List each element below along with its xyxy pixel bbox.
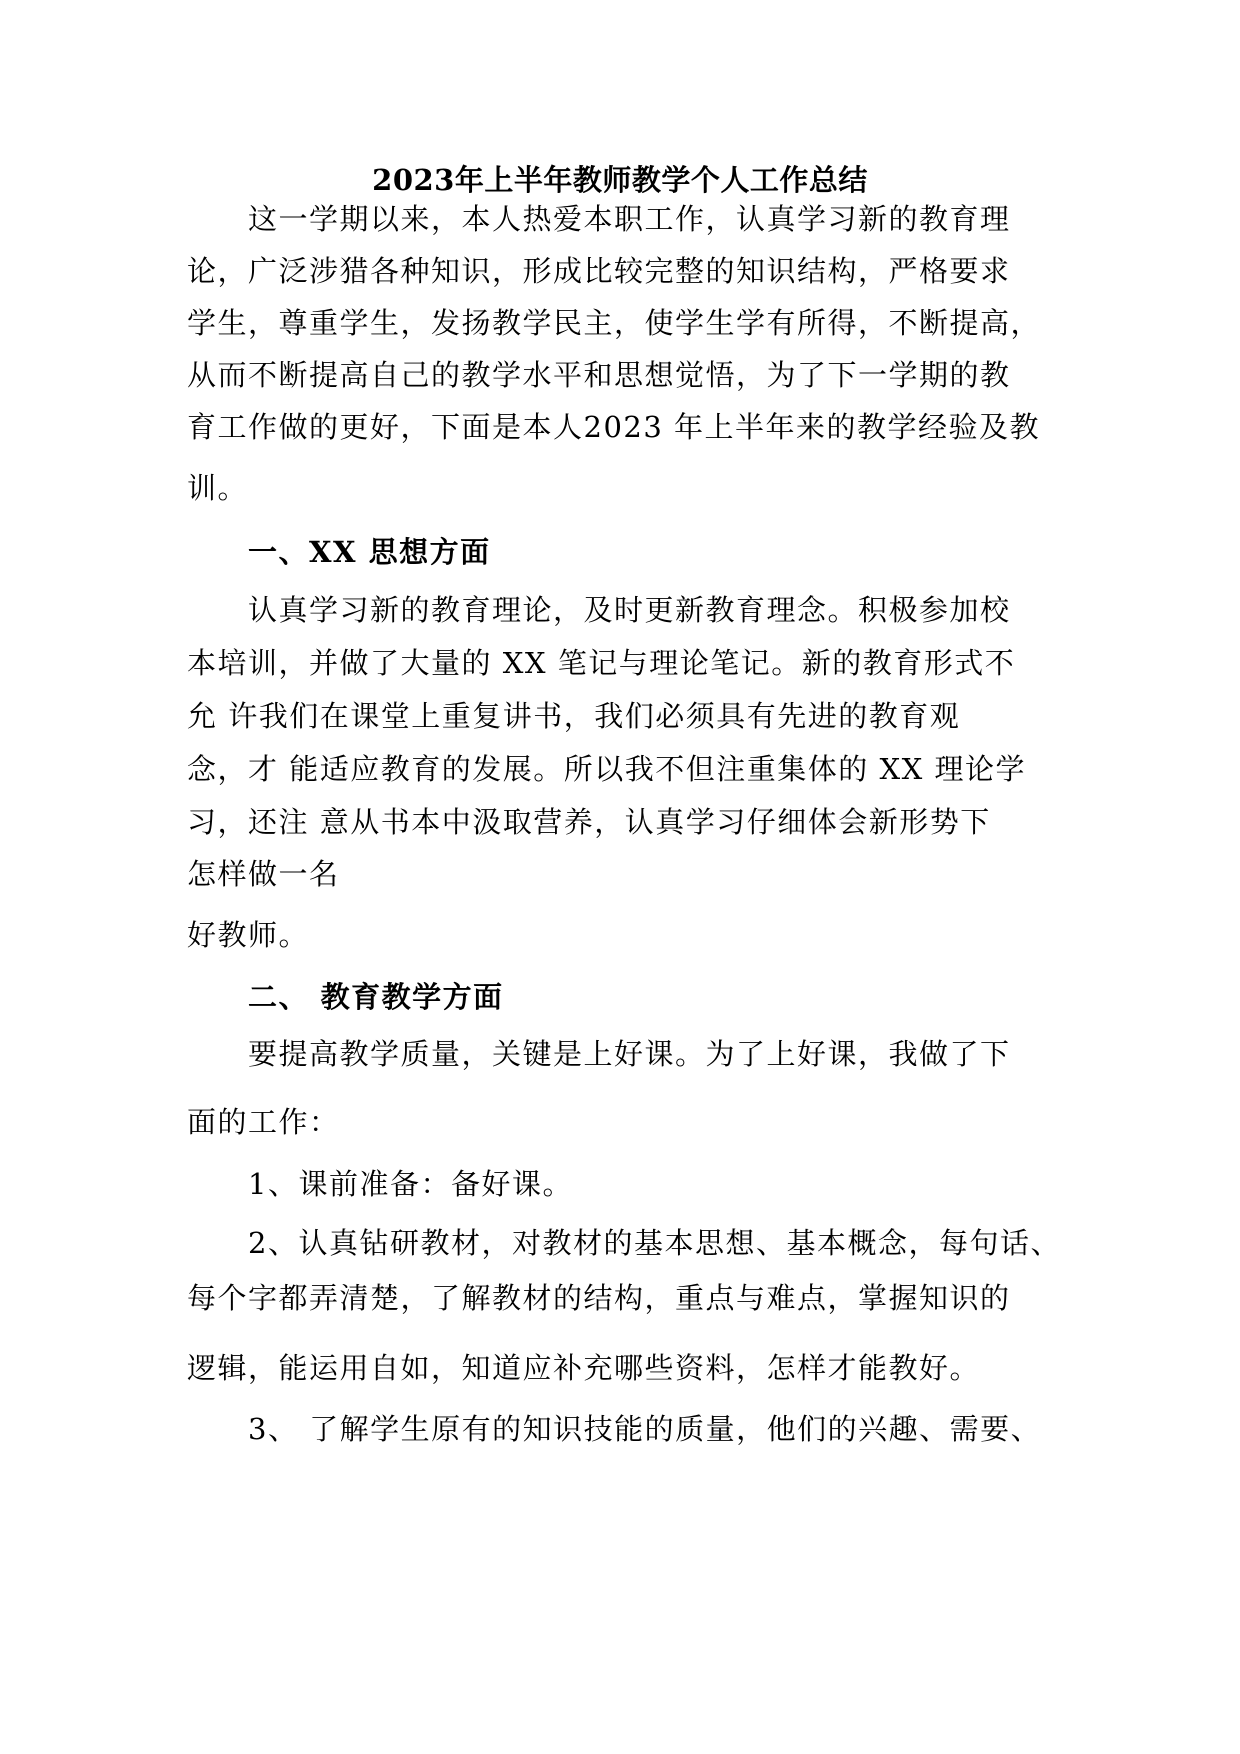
section-1-line-1: 认真学习新的教育理论，及时更新教育理念。积极参加校 [248,593,1011,627]
section-2-line-5: 每个字都弄清楚，了解教材的结构，重点与难点，掌握知识的 [187,1281,1011,1315]
section-2-line-1: 要提高教学质量，关键是上好课。为了上好课，我做了下 [248,1037,1011,1071]
section-1-line-2: 本培训，并做了大量的 XX 笔记与理论笔记。新的教育形式不 [187,646,1016,680]
intro-line-1: 这一学期以来，本人热爱本职工作，认真学习新的教育理 [248,202,1011,236]
section-2-heading: 二、 教育教学方面 [248,980,504,1014]
section-1-line-7: 好教师。 [187,918,310,952]
section-2-line-3: 1、课前准备：备好课。 [248,1167,573,1201]
document-title: 2023年上半年教师教学个人工作总结 [372,163,868,197]
intro-line-5: 育工作做的更好，下面是本人2023 年上半年来的教学经验及教 [187,410,1041,444]
section-2-line-7: 3、 了解学生原有的知识技能的质量，他们的兴趣、需要、 [248,1412,1042,1446]
section-1-line-5: 习，还注 意从书本中汲取营养，认真学习仔细体会新形势下 [187,805,991,839]
section-2-line-2: 面的工作： [187,1105,340,1139]
section-1-line-3: 允 许我们在课堂上重复讲书，我们必须具有先进的教育观 [187,699,961,733]
section-1-line-4: 念，才 能适应教育的发展。所以我不但注重集体的 XX 理论学 [187,752,1026,786]
intro-line-4: 从而不断提高自己的教学水平和思想觉悟，为了下一学期的教 [187,358,1011,392]
section-1-line-6: 怎样做一名 [187,857,340,891]
section-1-heading: 一、XX 思想方面 [248,535,491,569]
section-2-line-4: 2、认真钻研教材，对教材的基本思想、基本概念，每句话、 [248,1226,1061,1260]
intro-line-2: 论，广泛涉猎各种知识，形成比较完整的知识结构，严格要求 [187,254,1011,288]
section-2-line-6: 逻辑，能运用自如，知道应补充哪些资料，怎样才能教好。 [187,1351,981,1385]
intro-line-3: 学生，尊重学生，发扬教学民主，使学生学有所得，不断提高， [187,306,1042,340]
intro-line-6: 训。 [187,471,249,505]
